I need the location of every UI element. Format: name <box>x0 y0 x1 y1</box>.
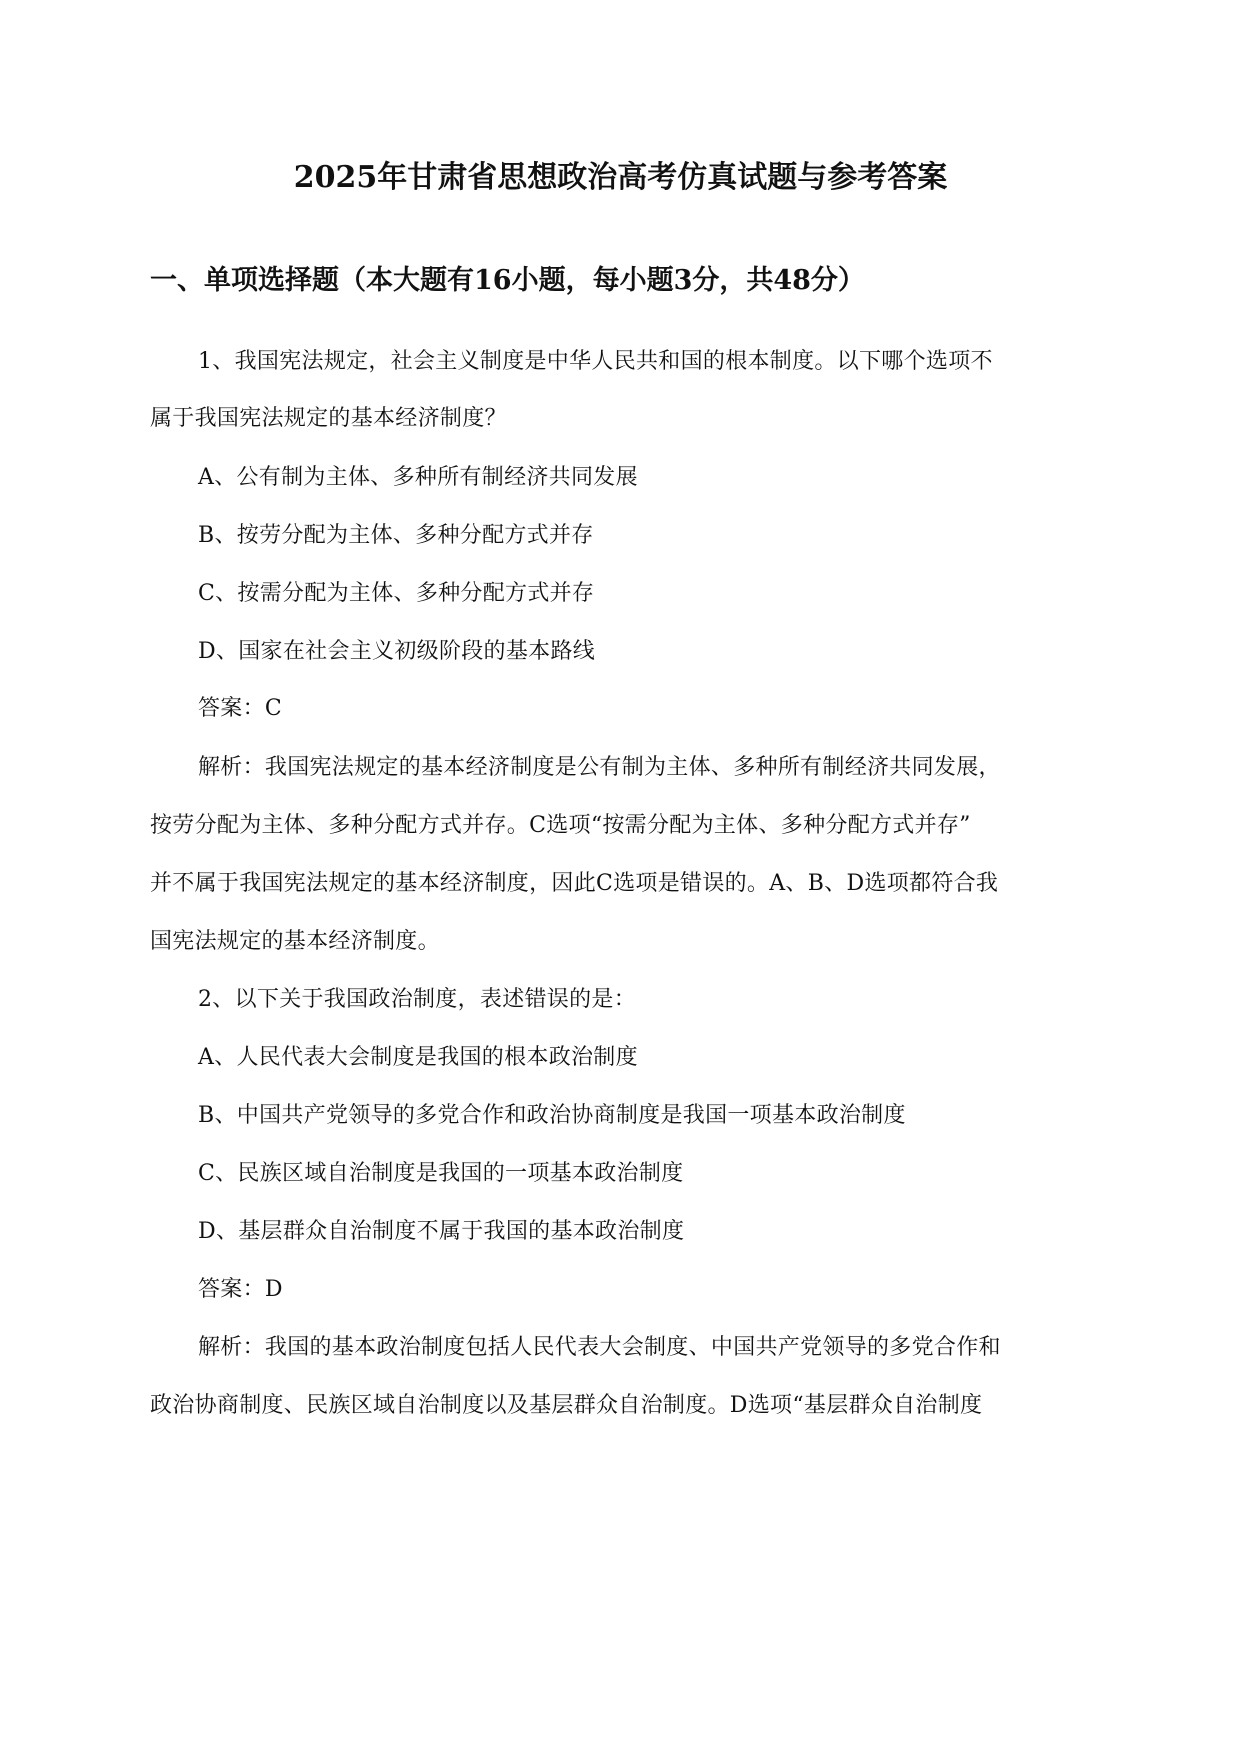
question-2-option-c: C、民族区域自治制度是我国的一项基本政治制度 <box>198 1161 684 1186</box>
question-2-option-d: D、基层群众自治制度不属于我国的基本政治制度 <box>198 1219 685 1244</box>
question-2-answer: 答案：D <box>198 1277 283 1302</box>
question-1-stem-line-2: 属于我国宪法规定的基本经济制度？ <box>150 406 507 431</box>
question-1-answer: 答案：C <box>198 696 283 721</box>
question-2-analysis-line-2: 政治协商制度、民族区域自治制度以及基层群众自治制度。D选项“基层群众自治制度 <box>150 1393 983 1418</box>
question-1-option-d: D、国家在社会主义初级阶段的基本路线 <box>198 639 596 664</box>
question-1-option-a: A、公有制为主体、多种所有制经济共同发展 <box>198 465 638 490</box>
question-1-analysis-line-3: 并不属于我国宪法规定的基本经济制度，因此C选项是错误的。A、B、D选项都符合我 <box>150 871 999 896</box>
question-2-option-a: A、人民代表大会制度是我国的根本政治制度 <box>198 1045 638 1070</box>
document-title: 2025年甘肃省思想政治高考仿真试题与参考答案 <box>293 160 948 195</box>
section-heading: 一、单项选择题（本大题有16小题，每小题3分，共48分） <box>150 265 865 296</box>
question-1-analysis-line-2: 按劳分配为主体、多种分配方式并存。C选项“按需分配为主体、多种分配方式并存” <box>150 813 971 838</box>
question-2-option-b: B、中国共产党领导的多党合作和政治协商制度是我国一项基本政治制度 <box>198 1103 906 1128</box>
question-1-analysis-line-1: 解析：我国宪法规定的基本经济制度是公有制为主体、多种所有制经济共同发展， <box>198 755 1001 780</box>
question-1-option-c: C、按需分配为主体、多种分配方式并存 <box>198 581 595 606</box>
question-1-analysis-line-4: 国宪法规定的基本经济制度。 <box>150 929 440 954</box>
question-2-analysis-line-1: 解析：我国的基本政治制度包括人民代表大会制度、中国共产党领导的多党合作和 <box>198 1335 1001 1360</box>
question-2-stem-line-1: 2、以下关于我国政治制度，表述错误的是： <box>198 987 636 1012</box>
question-1-option-b: B、按劳分配为主体、多种分配方式并存 <box>198 523 594 548</box>
question-1-stem-line-1: 1、我国宪法规定，社会主义制度是中华人民共和国的根本制度。以下哪个选项不 <box>198 349 993 374</box>
